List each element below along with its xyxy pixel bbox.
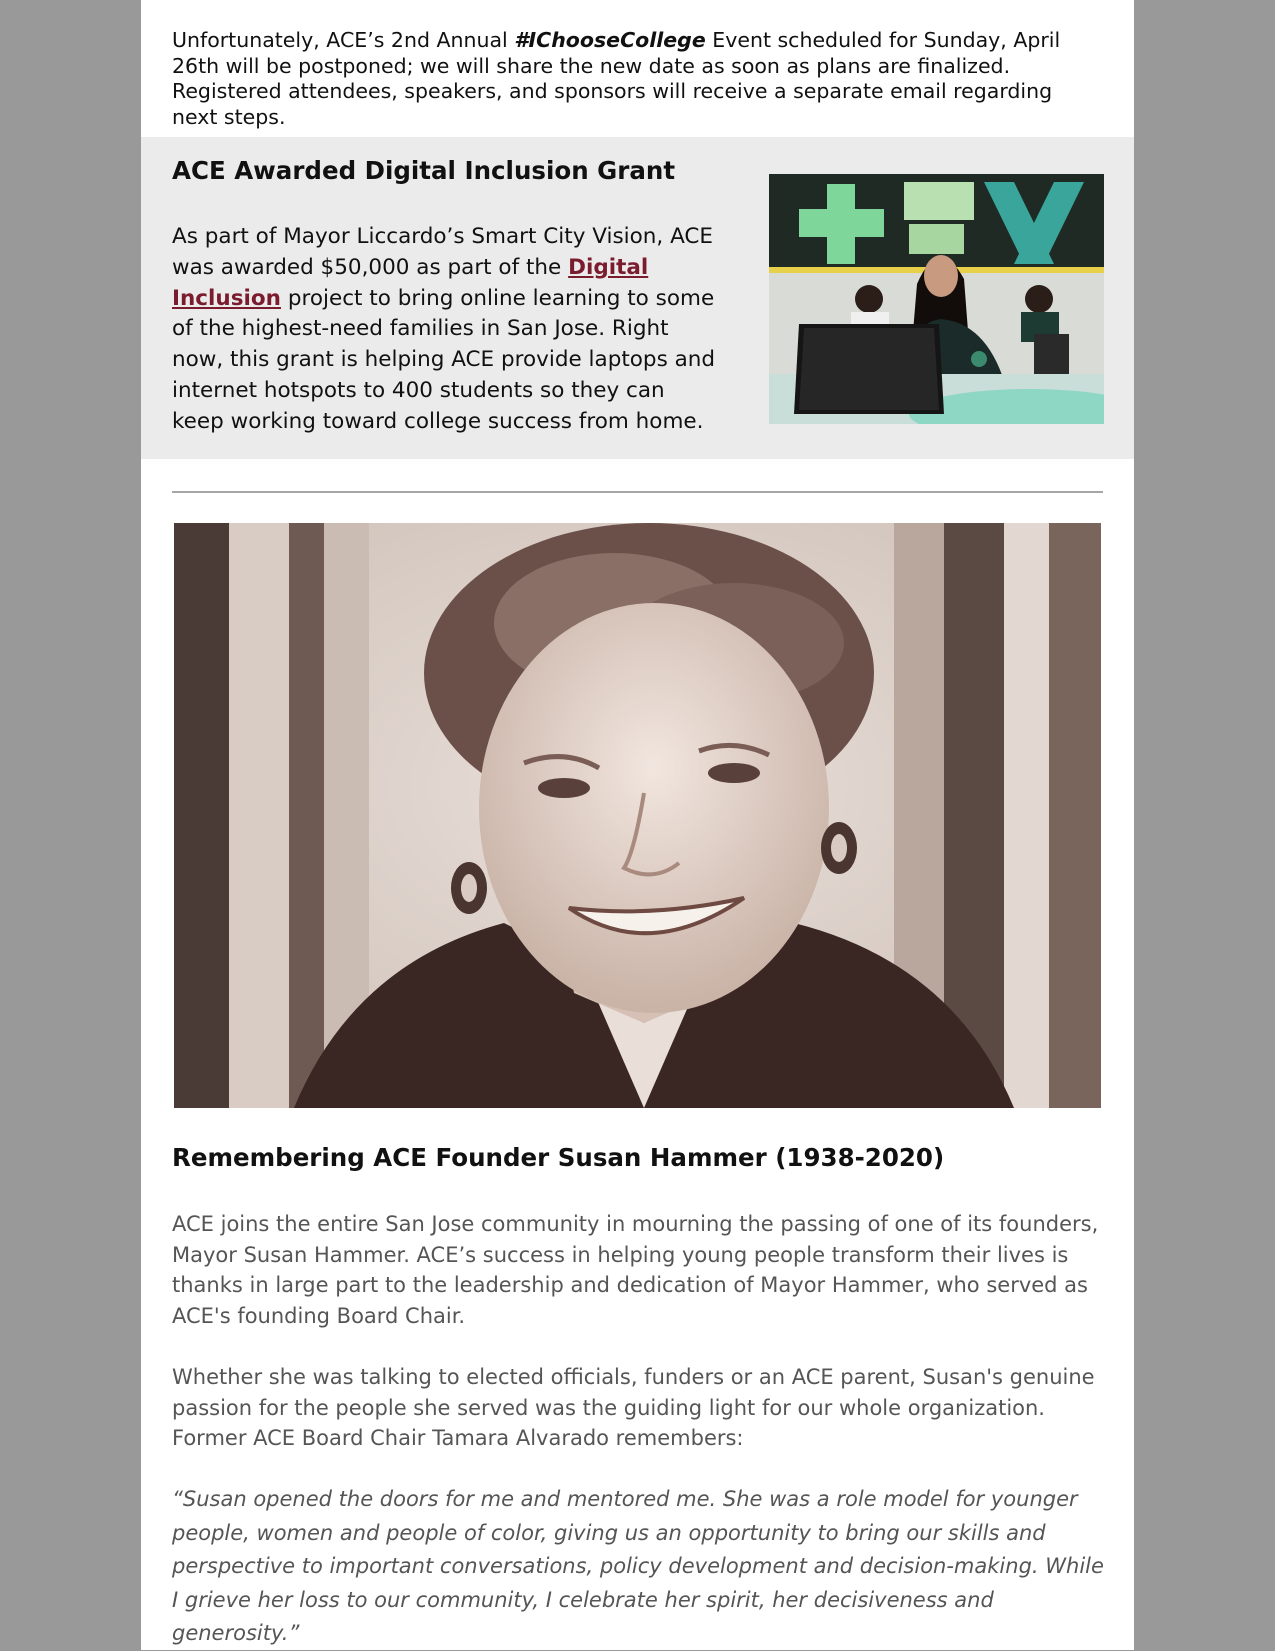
grant-text-end: project to bring online learning to some of the highest-need families in San Jose. Right now, this grant is helping ACE provide laptops and internet hotspots to 400 students so they can keep working toward college success from home. — [172, 285, 716, 434]
student-laptop-photo — [769, 174, 1104, 424]
grant-section — [141, 137, 1134, 459]
notice-text-end: Event scheduled for Sunday, April 26th will be postponed; we will share the new date as soon as plans are finalized. Registered attendees, speakers, and sponsors will receive a separate email regarding next steps. — [172, 28, 1061, 129]
grant-title: ACE Awarded Digital Inclusion Grant — [172, 156, 676, 185]
section-divider — [172, 491, 1103, 493]
postponement-notice — [172, 28, 1092, 130]
memorial-paragraph-2: Whether she was talking to elected officials, funders or an ACE parent, Susan's genuine passion for the people she served was the guiding light for our whole organization. Former ACE Board Chair Tamara Alvarado remembers: — [172, 1365, 1095, 1450]
notice-text-start: Unfortunately, ACE’s 2nd Annual — [172, 28, 515, 52]
memorial-title: Remembering ACE Founder Susan Hammer (1938-2020) — [172, 1143, 945, 1172]
susan-hammer-portrait — [174, 523, 1101, 1108]
email-content — [141, 0, 1134, 1650]
memorial-paragraph-1: ACE joins the entire San Jose community in mourning the passing of one of its founders, Mayor Susan Hammer. ACE’s success in helping young people transform their lives is thanks in large part to the leadership and dedication of Mayor Hammer, who served as ACE's founding Board Chair. — [172, 1212, 1099, 1328]
grant-description — [172, 222, 717, 438]
grant-text-start: As part of Mayor Liccardo’s Smart City Vision, ACE was awarded $50,000 as part of the — [172, 224, 714, 280]
alvarado-quote: “Susan opened the doors for me and mentored me. She was a role model for younger people, women and people of color, giving us an opportunity to bring our skills and perspective to important conversations, policy development and decision-making. While I grieve her loss to our community, I celebrate her spirit, her decisiveness and generosity.” — [172, 1487, 1104, 1645]
digital-inclusion-link[interactable]: Digital Inclusion — [172, 254, 649, 311]
event-hashtag: #IChooseCollege — [514, 28, 706, 52]
